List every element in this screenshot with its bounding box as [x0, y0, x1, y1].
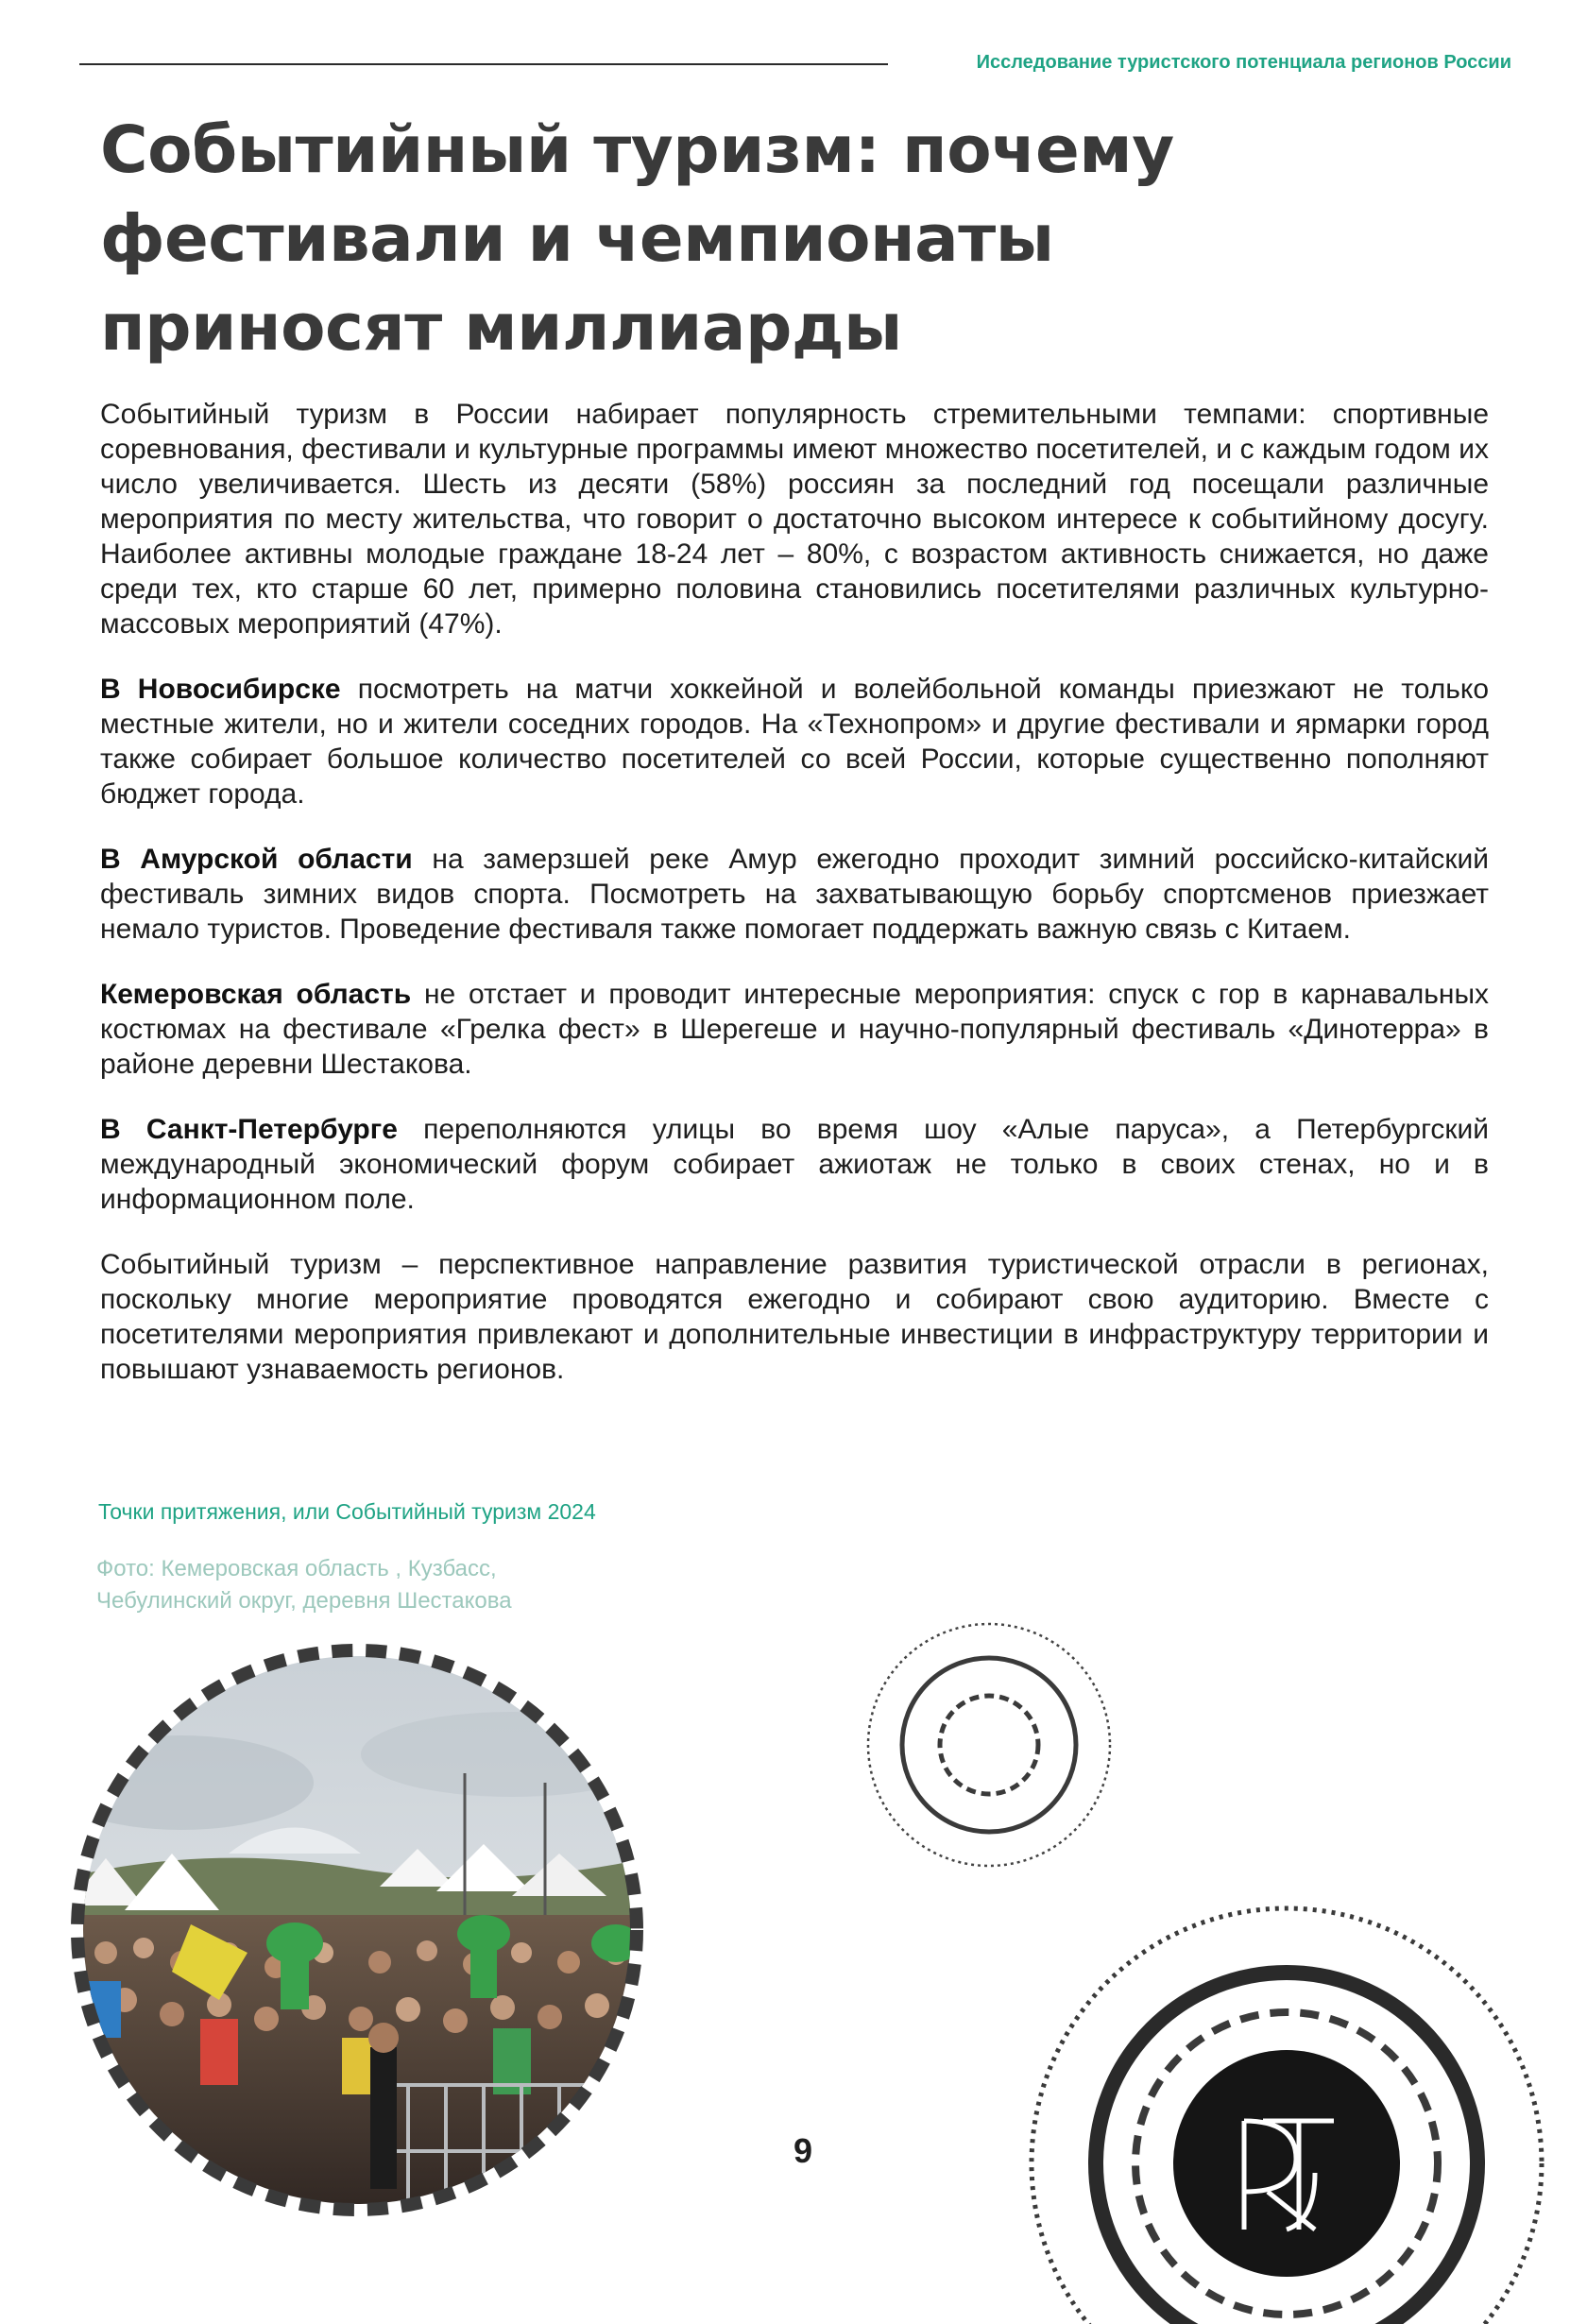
- novosibirsk-paragraph: [100, 672, 1489, 812]
- title-line: фестивали и чемпионаты: [100, 201, 1054, 277]
- paragraph-text: Событийный туризм – перспективное направление развития туристической отрасли в регионах, поскольку многие мероприятие проводятся ежегодно и собирают свою аудиторию. Вместе с посетителями мероприятия привлекают и дополнительные инвестиции в инфраструктуру территории и повышают узнаваемость регионов.: [100, 1249, 1489, 1385]
- paragraph-lead: В Санкт-Петербурге: [100, 1114, 398, 1145]
- decorative-circles: [862, 1617, 1117, 1872]
- photo-credit-line: Чебулинский округ, деревня Шестакова: [96, 1588, 512, 1614]
- article-body: [100, 397, 1489, 1417]
- festival-crowd-photo: [68, 1641, 646, 2219]
- page-number: 9: [793, 2131, 813, 2170]
- paragraph-text: Событийный туризм в России набирает популярность стремительными темпами: спортивные соревнования, фестивали и культурные программы имеют множество посетителей, и с каждым годом их число увеличивается. Шесть из десяти (58%) россиян за последний год посещали различные мероприятия по месту жительства, что говорит о достаточно высоком интересе к событийному досугу. Наиболее активны молодые граждане 18-24 лет – 80%, с возрастом активность снижается, но даже среди тех, кто старше 60 лет, примерно половина становились посетителями различных культурно-массовых мероприятий (47%).: [100, 399, 1489, 640]
- photo-credit: [96, 1553, 663, 1617]
- paragraph-text: не отстает и проводит интересные мероприятия: спуск с гор в карнавальных костюмах на фестивале «Грелка фест» в Шерегеше и научно-популярный фестиваль «Динотерра» в районе деревни Шестакова.: [100, 979, 1490, 1080]
- photo-credit-line: Фото: Кемеровская область , Кузбасс,: [96, 1556, 497, 1581]
- amur-paragraph: [100, 842, 1489, 947]
- header-tagline: Исследование туристского потенциала регионов России: [976, 52, 1511, 73]
- header-rule: [79, 63, 888, 65]
- paragraph-lead: В Новосибирске: [100, 674, 341, 705]
- intro-paragraph: [100, 397, 1489, 641]
- paragraph-text: посмотреть на матчи хоккейной и волейбольной команды приезжают не только местные жители, но и жители соседних городов. На «Технопром» и другие фестивали и ярмарки город также собирает большое количество посетителей со всей России, которые существенно пополняют бюджет города.: [100, 674, 1490, 810]
- paragraph-text: переполняются улицы во время шоу «Алые паруса», а Петербургский международный экономический форум собирает ажиотаж не только в своих стенах, но и в информационном поле.: [100, 1114, 1490, 1215]
- conclusion-paragraph: [100, 1247, 1489, 1387]
- kemerovo-paragraph: [100, 977, 1489, 1082]
- logo-emblem: [1013, 1889, 1561, 2324]
- page-title: [100, 106, 1498, 372]
- title-line: приносят миллиарды: [100, 290, 902, 366]
- source-link[interactable]: Точки притяжения, или Событийный туризм 2024: [98, 1499, 596, 1524]
- paragraph-lead: В Амурской области: [100, 844, 413, 875]
- paragraph-text: на замерзшей реке Амур ежегодно проходит зимний российско-китайский фестиваль зимних видов спорта. Посмотреть на захватывающую борьбу спортсменов приезжает немало туристов. Проведение фестиваля также помогает поддержать важную связь с Китаем.: [100, 844, 1489, 945]
- spb-paragraph: [100, 1112, 1489, 1217]
- title-line: Событийный туризм: почему: [100, 112, 1174, 188]
- paragraph-lead: Кемеровская область: [100, 979, 412, 1010]
